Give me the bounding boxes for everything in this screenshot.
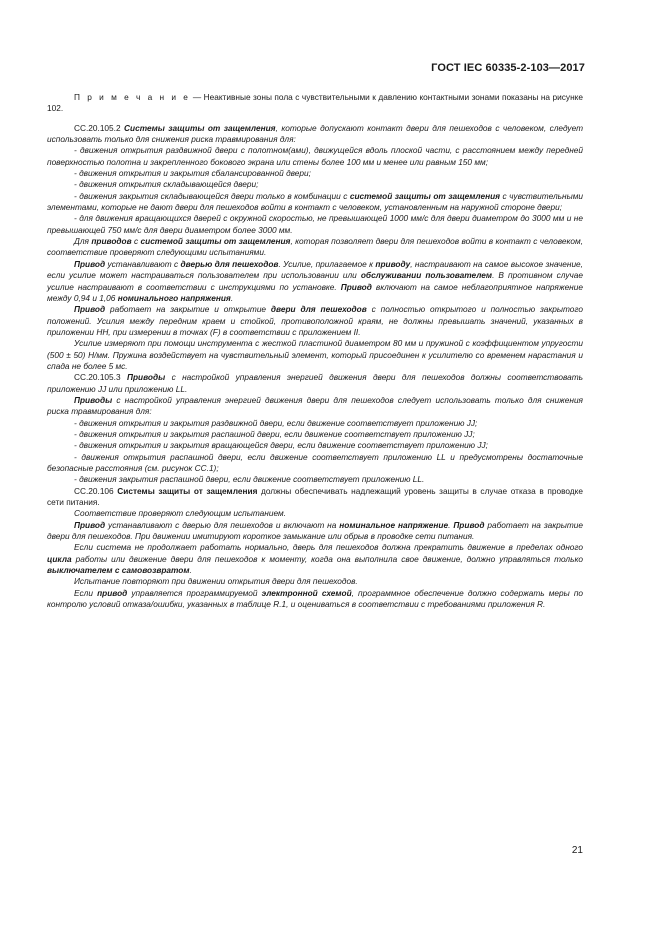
term: выключателем с самовозвратом — [47, 565, 190, 576]
text-run: , настраивают на самое высокое значение, если усилие может настраиваться пользователем при использовании или — [47, 258, 583, 281]
paragraph — [47, 259, 583, 304]
list-item: - движения открытия и закрытия раздвижной двери, если движение соответствует приложению JJ; — [74, 417, 478, 428]
clause-number: CC.20.105.2 — [74, 122, 125, 133]
paragraph-cc-20-105-3 — [47, 372, 583, 395]
text-run: с чувствительными элементами, которые не дают двери для пешеходов войти в контакт с человеком, установленным на наружной стороне двери; — [47, 190, 584, 213]
list-item: - движения открытия и закрытия сбалансированной двери; — [74, 168, 311, 179]
text-run: с настройкой управления энергией движения двери для пешеходов следует использовать только для снижения риска травмирования для: — [47, 394, 583, 417]
term: приводу — [375, 258, 411, 269]
text-run: включают на самое неблагоприятное напряжение между 0,94 и 1,06 — [47, 281, 583, 303]
term: обслуживании пользователем — [360, 270, 493, 281]
list-item: - движения открытия складывающейся двери; — [74, 179, 259, 190]
paragraph-cc-20-105-2 — [47, 123, 583, 146]
paragraph-cc-20-106 — [47, 486, 583, 509]
term: Привод — [453, 519, 485, 530]
text-run: работает на закрытие двери для пешеходов. При движении имитируют короткое замыкание или обрыв в проводке сети питания. — [47, 519, 583, 542]
note-label: П р и м е ч а н и е — [74, 92, 191, 102]
term: дверью для пешеходов — [180, 258, 279, 269]
clause-number: CC.20.106 — [74, 485, 118, 496]
text-run: работы или движение двери для пешеходов к моменту, когда она выполнила свое движение, должно управляться только — [71, 553, 583, 564]
text-run: с настройкой управления энергией движения двери для пешеходов должны соответствовать приложению JJ или приложению LL. — [47, 372, 584, 394]
page-number: 21 — [571, 845, 583, 856]
term: Приводы — [74, 394, 113, 405]
standard-header: ГОСТ IEC 60335-2-103—2017 — [431, 62, 585, 74]
list-item: - движения закрытия распашной двери, если движение соответствует приложению LL. — [74, 474, 425, 485]
text-run: . Усилие, прилагаемое к — [278, 258, 376, 269]
term: Привод — [340, 281, 372, 292]
term: Привод — [74, 519, 106, 530]
term: Привод — [74, 258, 106, 269]
paragraph — [47, 520, 583, 543]
paragraph — [47, 542, 583, 576]
term: привод — [97, 587, 128, 598]
term: электронной схемой — [261, 587, 352, 598]
clause-number: CC.20.105.3 — [74, 372, 127, 383]
term: Системы защиты от защемления — [124, 122, 276, 133]
text-run: . — [448, 519, 454, 530]
text-run: устанавливают с дверью для пешеходов и включают на — [105, 519, 340, 530]
note-text: — Неактивные зоны пола с чувствительными к давлению контактными зонами показаны на рисунке 102. — [47, 92, 583, 114]
text-run: с полностью открытого и полностью закрытого положений. Усилия между передним краем и стойкой, противоположной краям, не должны превышать значений, указанных в приложении НН, при измерении в точках (F) в соответствии с приложением II. — [47, 304, 584, 337]
body-text — [47, 92, 583, 610]
paragraph — [47, 588, 583, 611]
term: системой защиты от защемления — [140, 236, 291, 247]
paragraph: Усилие измеряют при помощи инструмента с жесткой пластиной диаметром 80 мм и пружиной с коэффициентом упругости (500 ± 50) Н/мм. Пружина воздействует на чувствительный элемент, который присоединен к усилителю со временем нарастания и спада не более 5 мс. — [47, 338, 583, 371]
text-run: с — [131, 236, 141, 247]
term: номинальное напряжение — [339, 519, 449, 530]
text-run: , программное обеспечение должно содержать меры по контролю условий отказа/ошибки, указанных в таблице R.1, и оцениваться в соответствии с требованиями приложения R. — [47, 587, 583, 610]
text-run: управляется программируемой — [127, 587, 262, 598]
paragraph: Соответствие проверяют следующим испытанием. — [74, 508, 286, 519]
term: номинального напряжения — [117, 292, 231, 303]
term: Привод — [74, 304, 106, 315]
text-run: работает на закрытие и открытие — [105, 304, 271, 315]
list-item: - движения открытия и закрытия вращающейся двери, если движение соответствует приложению JJ; — [74, 440, 488, 451]
text-run: Если система не продолжает работать нормально, дверь для пешеходов должна прекратить движение в пределах одного — [74, 542, 583, 553]
text-run: . В противном случае усилие настраивают в соответствии с инструкциями по установке. — [47, 270, 583, 292]
paragraph — [47, 236, 583, 259]
list-item: - движения открытия распашной двери, если движение соответствует приложению LL и предусмотрены достаточные безопасные расстояния (см. рисунок CC.1); — [47, 451, 583, 473]
text-run: . — [189, 565, 192, 576]
text-run: . — [230, 292, 234, 303]
term: двери для пешеходов — [270, 304, 367, 315]
term: приводов — [91, 236, 132, 247]
paragraph — [47, 304, 583, 338]
list-item: - движения открытия и закрытия распашной двери, если движение соответствует приложению JJ; — [74, 428, 475, 439]
term: цикла — [47, 553, 72, 564]
text-run: устанавливают с — [105, 258, 181, 269]
text-run: , которые допускают контакт двери для пешеходов с человеком, следует использовать только для снижения риска травмирования для: — [47, 122, 584, 145]
note-paragraph — [47, 92, 583, 115]
paragraph: Испытание повторяют при движении открытия двери для пешеходов. — [74, 576, 358, 587]
term: Системы защиты от защемления — [117, 485, 258, 496]
text-run: , которая позволяет двери для пешеходов войти в контакт с человеком, соответствие проверяют следующими испытаниями. — [47, 236, 583, 258]
text-run: должны обеспечивать надлежащий уровень защиты в случае отказа в проводке сети питания. — [47, 485, 583, 508]
term: системой защиты от защемления — [349, 190, 501, 201]
text-run: Для — [74, 236, 92, 247]
list-item: - движения открытия раздвижной двери с полотном(ами), движущейся вдоль плоской части, с расстоянием между передней поверхностью полотна и закрепленного бокового экрана или стены более 100 мм и менее или равным 150 мм; — [47, 145, 583, 167]
term: Приводы — [126, 372, 166, 383]
text-run: Если — [74, 587, 98, 598]
list-item: - для движения вращающихся дверей с окружной скоростью, не превышающей 1000 мм/с для двери диаметром до 3000 мм и не превышающей 750 мм/с для двери диаметром более 3000 мм. — [47, 213, 583, 235]
paragraph — [47, 395, 583, 418]
list-item — [47, 191, 583, 214]
text-run: - движения закрытия складывающейся двери только в комбинации с — [74, 190, 350, 201]
